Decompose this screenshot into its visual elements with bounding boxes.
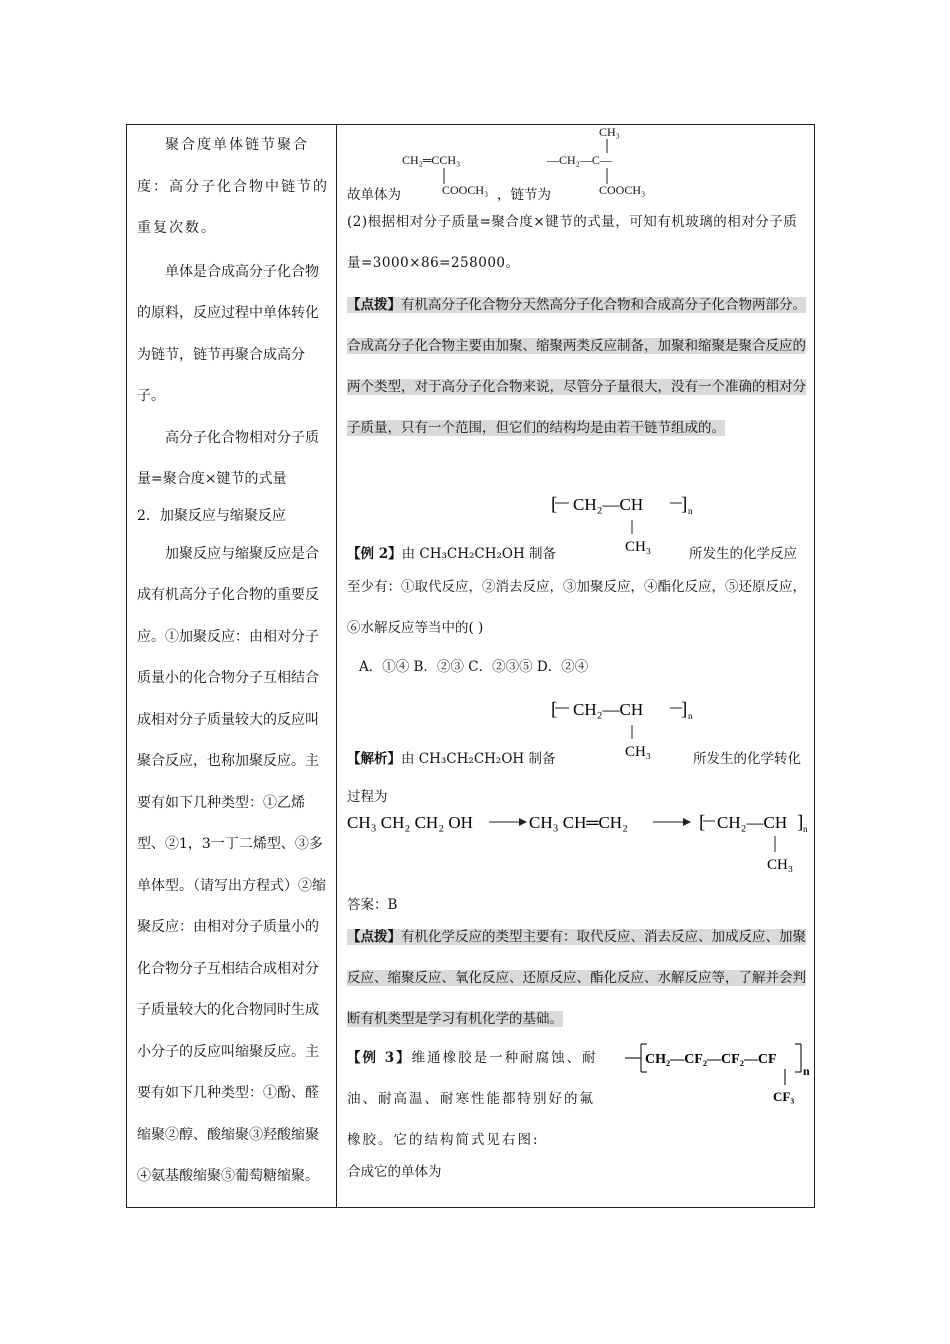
content-table <box>126 124 815 1208</box>
link-formula-bottom: COOCH₃ <box>599 183 646 197</box>
link-top-bond <box>605 139 609 153</box>
ex2-continuation: 至少有：①取代反应，②消去反应，③加聚反应，④酯化反应，⑤还原反应，⑥水解反应等当中的( ) <box>347 579 806 636</box>
svg-text:]: ] <box>681 699 688 720</box>
ex3-text: 维通橡胶是一种耐腐蚀、耐油、耐高温、耐寒性能都特别好的氟橡胶。它的结构简式见右图: <box>347 1050 598 1148</box>
rxn-reactant: CH₃ CH₂ CH₂ OH <box>347 813 473 832</box>
ex2-polymer-main: CH₂—CH <box>573 495 644 514</box>
tip-2 <box>347 917 809 1040</box>
analysis-continuation: 过程为 <box>347 789 388 805</box>
svg-text:[: [ <box>699 812 706 833</box>
link-formula-mid: —CH₂—C— <box>547 153 612 167</box>
ex2-polymer-sub: CH₃ <box>625 539 652 555</box>
ex3-polymer-structure <box>625 1039 815 1119</box>
analysis-polymer-sub: CH₃ <box>625 744 652 760</box>
svg-text:[: [ <box>551 699 558 720</box>
analysis-line1 <box>347 747 555 767</box>
tip-1 <box>347 285 809 449</box>
left-paragraph-3: 高分子化合物相对分子质量=聚合度×键节的式量 <box>137 429 319 487</box>
ex3-text-block <box>347 1038 609 1161</box>
left-column <box>137 125 329 1198</box>
ex2-line1 <box>347 542 556 562</box>
analysis-tag: 【解析】 <box>347 751 401 767</box>
ex3-formula: CH₂—CF₂—CF₂—CF <box>645 1052 777 1067</box>
ex3-n: n <box>803 1064 810 1078</box>
analysis-post: 所发生的化学转化 <box>693 751 801 767</box>
tip-2-tag: 【点拨】 <box>347 929 401 945</box>
link-label: ，链节为 <box>497 187 551 203</box>
rxn-product: CH₂—CH <box>717 813 788 832</box>
rxn-product-sub: CH₃ <box>767 857 794 873</box>
monomer-label: 故单体为 <box>347 187 401 203</box>
ex3-tag: 【例 3】 <box>347 1050 412 1066</box>
rxn-intermediate: CH₃ CH═CH₂ <box>529 813 628 832</box>
answer: 答案：B <box>347 897 398 913</box>
ex2-post: 所发生的化学反应 <box>689 546 797 562</box>
ex2-tag: 【例 2】 <box>347 546 402 562</box>
column-divider <box>336 125 337 1207</box>
analysis-polymer-main: CH₂—CH <box>573 700 644 719</box>
rxn-product-n: n <box>803 824 808 834</box>
link-bottom-bond <box>605 168 609 184</box>
ex3-question: 合成它的单体为 <box>347 1164 442 1180</box>
left-paragraph-1: 聚合度单体链节聚合度：高分子化合物中链节的重复次数。 <box>137 137 329 236</box>
tip-1-tag: 【点拨】 <box>347 297 401 313</box>
left-heading-2: 2．加聚反应与缩聚反应 <box>137 507 286 524</box>
svg-text:[: [ <box>551 494 558 515</box>
svg-text:]: ] <box>797 812 804 833</box>
analysis-pre: 由 CH₃CH₂CH₂OH 制备 <box>401 751 556 767</box>
reaction-scheme <box>347 805 812 875</box>
left-paragraph-5: 加聚反应与缩聚反应是合成有机高分子化合物的重要反应。①加聚反应：由相对分子质量小的化合物分子互相结合成相对分子质量较大的反应叫聚合反应，也称加聚反应。主要有如下几种类型：①乙烯型、②1，3一丁二烯型、③多单体型。（请写出方程式）②缩聚反应：由相对分子质量小的化合物分子互相结合成相对分子质量较大的化合物同时生成小分子的反应叫缩聚反应。主要有如下几种类型：①酚、醛缩聚②醇、酸缩聚③羟酸缩聚④氨基酸缩聚⑤葡萄糖缩聚。 <box>137 545 326 1184</box>
monomer-formula-top: CH₂═CCH₃ <box>402 153 461 167</box>
link-formula-top: CH₃ <box>599 125 620 139</box>
molecular-mass-calc: (2)根据相对分子质量=聚合度×键节的式量，可知有机玻璃的相对分子质量=3000×86=258000。 <box>347 214 798 271</box>
left-paragraph-2: 单体是合成高分子化合物的原料，反应过程中单体转化为链节，链节再聚合成高分子。 <box>137 263 319 404</box>
ex2-polymer-n: n <box>688 506 693 516</box>
tip-1-text: 有机高分子化合物分天然高分子化合物和合成高分子化合物两部分。合成高分子化合物主要由加聚、缩聚两类反应制备，加聚和缩聚是聚合反应的两个类型，对于高分子化合物来说，尽管分子量很大，没有一个准确的相对分子质量，只有一个范围，但它们的结构均是由若干链节组成的。 <box>347 297 806 436</box>
analysis-polymer-structure <box>551 693 711 763</box>
tip-2-text: 有机化学反应的类型主要有：取代反应、消去反应、加成反应、加聚反应、缩聚反应、氧化反应、还原反应、酯化反应、水解反应等，了解并会判断有机类型是学习有机化学的基础。 <box>347 929 806 1027</box>
monomer-formula-bottom: COOCH₃ <box>442 183 489 197</box>
analysis-polymer-n: n <box>688 711 693 721</box>
monomer-bond-line <box>442 168 446 184</box>
ex3-sub: CF₃ <box>773 1089 795 1104</box>
ex2-pre: 由 CH₃CH₂CH₂OH 制备 <box>401 546 557 562</box>
ex2-polymer-structure <box>551 488 711 558</box>
svg-text:]: ] <box>681 494 688 515</box>
ex2-options: A．①④ B．②③ C．②③⑤ D．②④ <box>359 659 589 675</box>
